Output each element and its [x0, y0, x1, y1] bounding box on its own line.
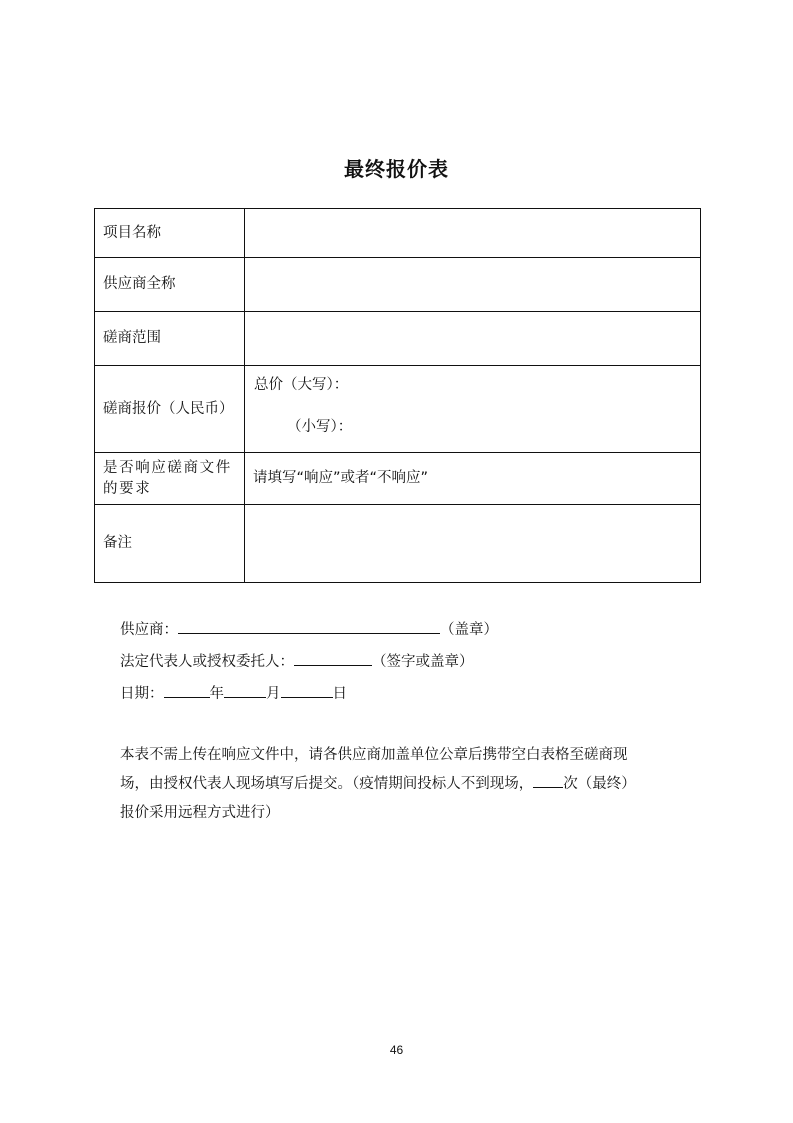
supplier-fullname-field[interactable]	[245, 258, 701, 312]
year-blank[interactable]	[164, 682, 210, 698]
note-line-1: 本表不需上传在响应文件中，请各供应商加盖单位公章后携带空白表格至磋商现	[120, 747, 628, 763]
day-label: 日	[332, 686, 347, 702]
table-row	[95, 366, 701, 453]
day-blank[interactable]	[281, 682, 333, 698]
consultation-scope-label: 磋商范围	[95, 312, 245, 366]
page-number: 46	[389, 1043, 404, 1057]
quote-table	[94, 208, 701, 583]
quote-price-field[interactable]	[245, 366, 701, 453]
round-count-blank[interactable]	[533, 772, 563, 788]
month-blank[interactable]	[224, 682, 266, 698]
representative-blank[interactable]	[294, 650, 372, 666]
project-name-field[interactable]	[245, 209, 701, 258]
total-lower-label: （小写）：	[287, 419, 353, 435]
note-line-2-start: 场，由授权代表人现场填写后提交。（疫情期间投标人不到现场，	[120, 776, 534, 792]
representative-signature-line	[120, 650, 474, 672]
note-line-2-end: 次（最终）	[563, 776, 636, 792]
table-row	[95, 312, 701, 366]
note-line-3: 报价采用远程方式进行）	[120, 805, 280, 821]
month-label: 月	[266, 686, 281, 702]
supplier-signature-line	[120, 618, 498, 640]
table-row	[95, 258, 701, 312]
representative-label: 法定代表人或授权委托人：	[120, 654, 294, 670]
supplier-seal-label: （盖章）	[440, 622, 498, 638]
date-line	[120, 682, 347, 704]
remarks-field[interactable]	[245, 505, 701, 583]
quote-price-label: 磋商报价（人民币）	[95, 366, 245, 453]
supplier-blank[interactable]	[178, 618, 440, 634]
table-row	[95, 209, 701, 258]
table-row	[95, 453, 701, 505]
page-title: 最终报价表	[344, 157, 449, 181]
supplier-label: 供应商：	[120, 622, 178, 638]
response-requirement-field[interactable]: 请填写“响应”或者“不响应”	[245, 453, 701, 505]
instructions-note	[120, 741, 700, 828]
response-requirement-label: 是否响应磋商文件的要求	[95, 453, 245, 505]
representative-sign-label: （签字或盖章）	[372, 654, 474, 670]
table-row	[95, 505, 701, 583]
remarks-label: 备注	[95, 505, 245, 583]
consultation-scope-field[interactable]	[245, 312, 701, 366]
supplier-fullname-label: 供应商全称	[95, 258, 245, 312]
total-upper-label: 总价（大写）：	[254, 377, 349, 393]
project-name-label: 项目名称	[95, 209, 245, 258]
date-label: 日期：	[120, 686, 164, 702]
year-label: 年	[209, 686, 224, 702]
note-line-2	[120, 770, 700, 799]
